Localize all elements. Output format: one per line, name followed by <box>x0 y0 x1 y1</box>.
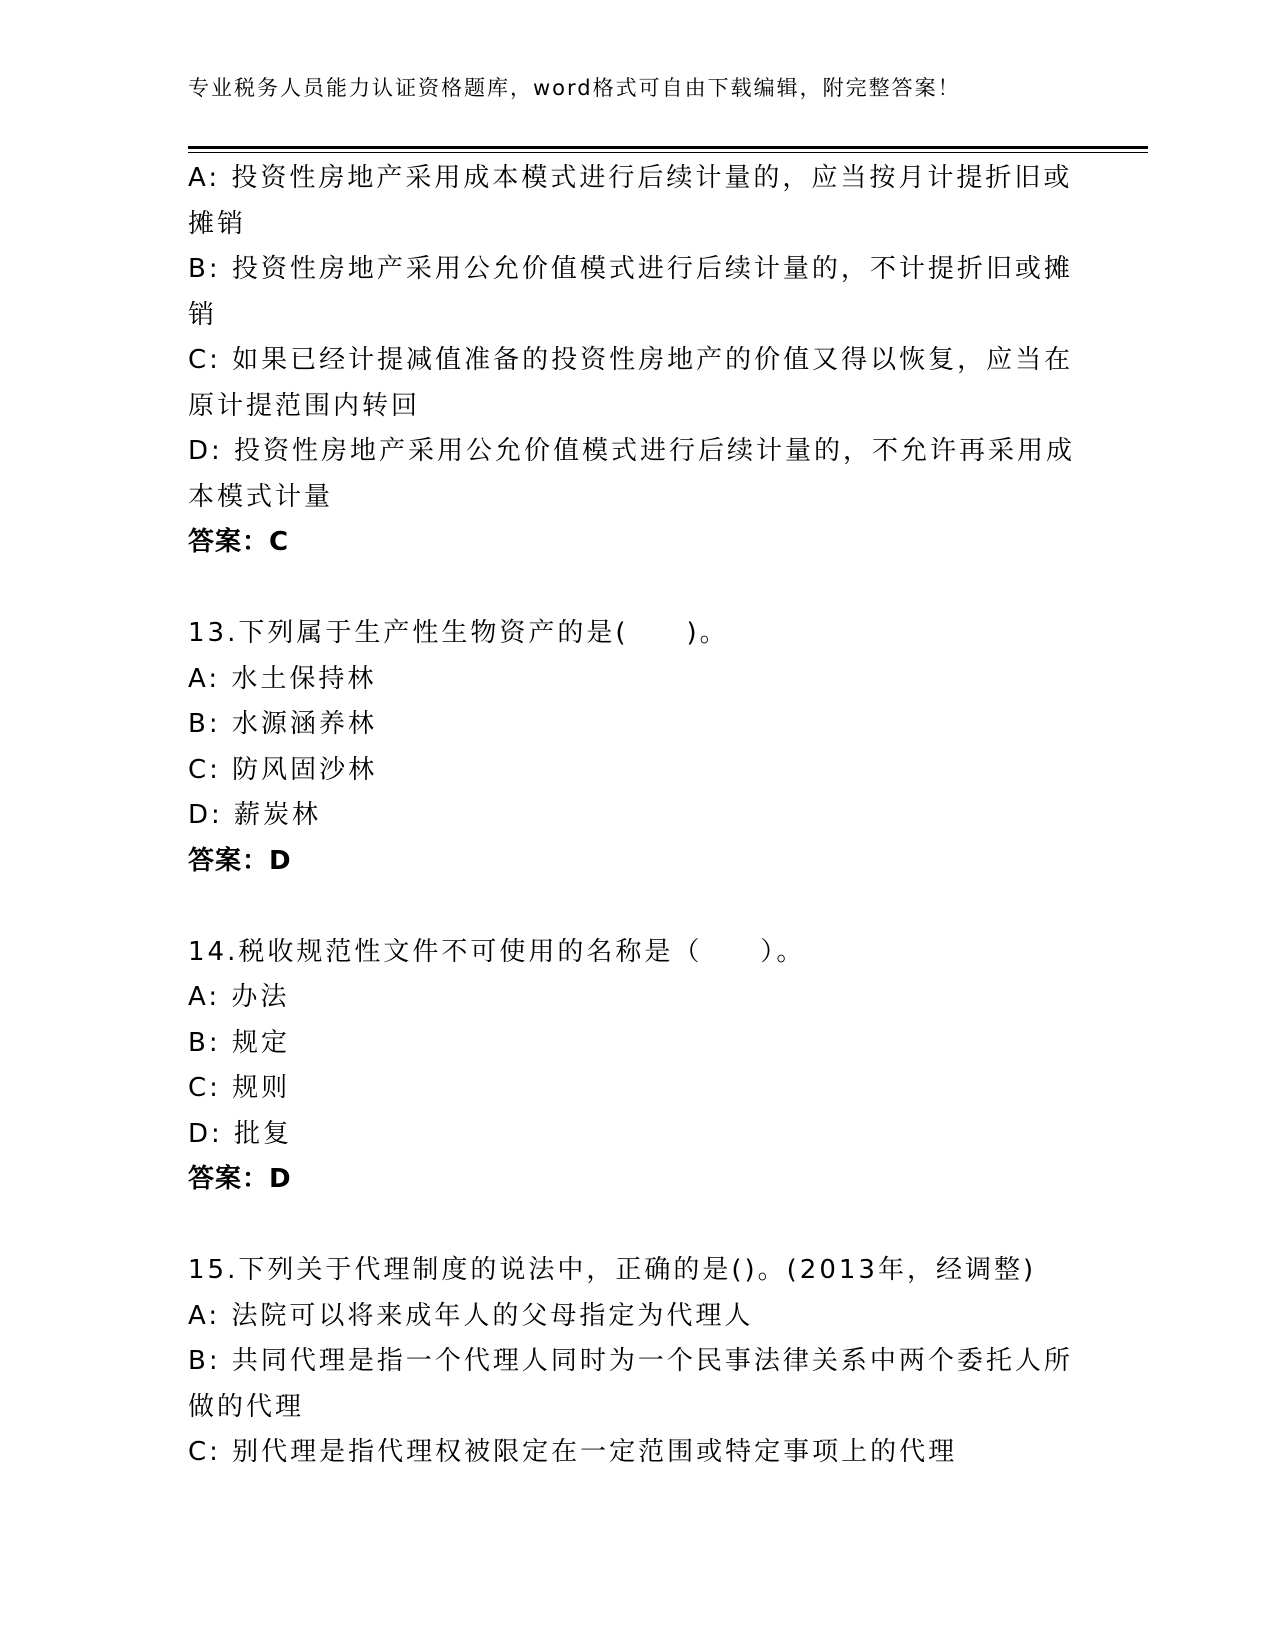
q15-option-c: C: 别代理是指代理权被限定在一定范围或特定事项上的代理 <box>188 1437 958 1467</box>
q12-option-a-line2: 摊销 <box>188 208 247 239</box>
q13-option-a: A: 水土保持林 <box>188 663 377 694</box>
question-15-block <box>188 1248 1088 1476</box>
page-header: 专业税务人员能力认证资格题库，word格式可自由下载编辑，附完整答案！ <box>188 76 961 100</box>
q14-question: 14.税收规范性文件不可使用的名称是（ ）。 <box>188 936 806 967</box>
header-rule-thick <box>188 146 1148 149</box>
spacer <box>188 1203 1088 1249</box>
q15-option-b-line1: B: 共同代理是指一个代理人同时为一个民事法律关系中两个委托人所 <box>188 1346 1073 1376</box>
q15-option-b-line2: 做的代理 <box>188 1391 305 1422</box>
q14-option-d: D: 批复 <box>188 1118 293 1149</box>
question-13-block <box>188 611 1088 884</box>
document-body <box>188 156 1088 1476</box>
q12-option-b-line2: 销 <box>188 299 218 330</box>
q14-option-a: A: 办法 <box>188 982 290 1012</box>
q12-option-b-line1: B: 投资性房地产采用公允价值模式进行后续计量的，不计提折旧或摊 <box>188 254 1073 284</box>
question-14-block <box>188 930 1088 1203</box>
q12-option-a-line1: A: 投资性房地产采用成本模式进行后续计量的，应当按月计提折旧或 <box>188 163 1073 193</box>
question-12-block <box>188 156 1088 566</box>
q14-option-b: B: 规定 <box>188 1027 290 1058</box>
spacer <box>188 884 1088 930</box>
q15-option-a: A: 法院可以将来成年人的父母指定为代理人 <box>188 1300 754 1331</box>
q12-option-d-line1: D: 投资性房地产采用公允价值模式进行后续计量的，不允许再采用成 <box>188 436 1076 466</box>
q12-option-c-line2: 原计提范围内转回 <box>188 390 421 421</box>
q14-answer: 答案：D <box>188 1164 292 1194</box>
q13-question: 13.下列属于生产性生物资产的是( )。 <box>188 618 729 648</box>
q15-question: 15.下列关于代理制度的说法中，正确的是()。(2013年，经调整) <box>188 1255 1037 1285</box>
q13-option-b: B: 水源涵养林 <box>188 709 377 739</box>
q13-answer: 答案：D <box>188 845 292 876</box>
q13-option-c: C: 防风固沙林 <box>188 754 378 785</box>
q14-option-c: C: 规则 <box>188 1073 291 1103</box>
q12-answer: 答案：C <box>188 527 290 557</box>
q13-option-d: D: 薪炭林 <box>188 800 322 830</box>
spacer <box>188 566 1088 612</box>
q12-option-c-line1: C: 如果已经计提减值准备的投资性房地产的价值又得以恢复，应当在 <box>188 345 1074 375</box>
header-rule-thin <box>188 152 1148 153</box>
q12-option-d-line2: 本模式计量 <box>188 481 334 512</box>
